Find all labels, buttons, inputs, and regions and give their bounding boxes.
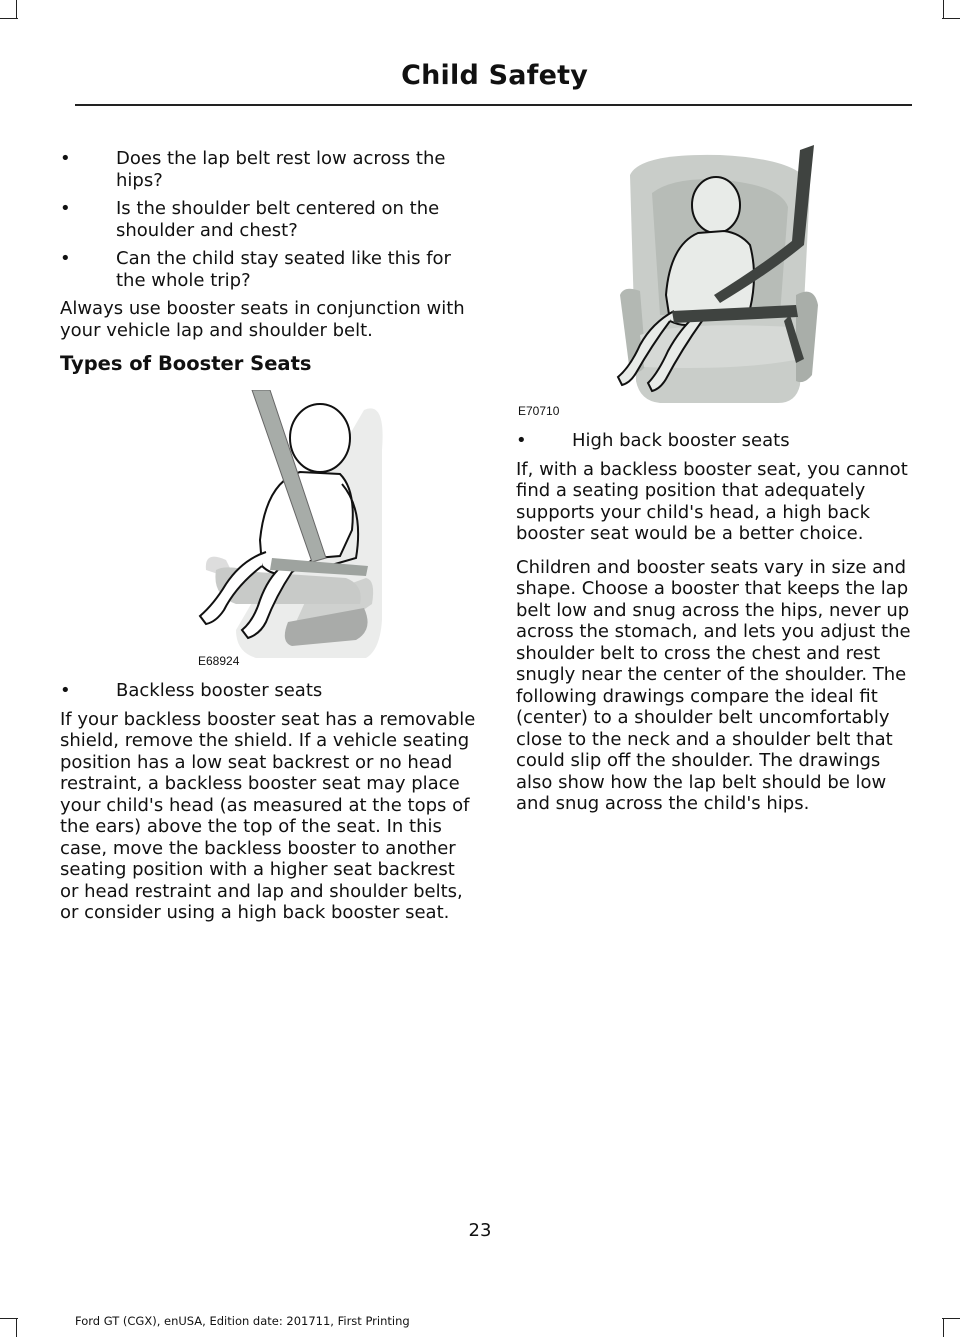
bullet-glyph: • [516, 430, 527, 451]
list-item-text: Backless booster seats [116, 680, 323, 701]
highback-booster-illustration [600, 145, 832, 407]
figure-backless-booster [196, 390, 486, 670]
footer-text: Ford GT (CGX), enUSA, Edition date: 201711, First Printing [75, 1314, 410, 1328]
paragraph-highback: If, with a backless booster seat, you cannot find a seating position that adequately supports your child's head, a high back booster seat would be a better choice. [516, 458, 908, 544]
list-item [60, 198, 478, 241]
list-item-text: High back booster seats [572, 430, 790, 451]
figure-code: E70710 [518, 404, 560, 418]
crop-mark [0, 1318, 18, 1319]
header-divider [75, 104, 912, 106]
bullet-glyph: • [60, 198, 71, 219]
list-item [516, 430, 912, 452]
paragraph-children: Children and booster seats vary in size and shape. Choose a booster that keeps the lap belt low and snug across the hips, never up across the stomach, and lets you adjust the shoulder belt to cross the chest and rest snugly near the center of the shoulder. The following drawings compare the ideal fit (center) to a shoulder belt uncomfortably close to the neck and a shoulder belt that could slip off the shoulder. The drawings also show how the lap belt should be low and snug across the child's hips. [516, 556, 911, 814]
crop-mark [942, 1318, 960, 1319]
list-item-text: Is the shoulder belt centered on the shoulder and chest? [116, 198, 440, 241]
left-column-lower [60, 680, 478, 936]
bullet-glyph: • [60, 148, 71, 169]
crop-mark [16, 0, 17, 18]
section-heading: Types of Booster Seats [60, 352, 312, 375]
list-item-text: Does the lap belt rest low across the hips? [116, 148, 446, 191]
crop-mark [943, 1319, 944, 1337]
paragraph-always-use: Always use booster seats in conjunction with your vehicle lap and shoulder belt. [60, 298, 465, 341]
paragraph-backless: If your backless booster seat has a removable shield, remove the shield. If a vehicle seating position has a low seat backrest or no head restraint, a backless booster seat may place your child's head (as measured at the tops of the ears) above the top of the seat. In this case, move the backless booster to another seating position with a higher seat backrest or head restraint and lap and shoulder belts, or consider using a high back booster seat. [60, 708, 476, 923]
list-item [60, 148, 478, 191]
backless-booster-illustration [196, 390, 486, 670]
bullet-glyph: • [60, 248, 71, 269]
figure-code: E68924 [198, 654, 240, 668]
right-column [516, 430, 912, 827]
crop-mark [943, 0, 944, 18]
list-item-text: Can the child stay seated like this for the whole trip? [116, 248, 451, 291]
page-title: Child Safety [401, 60, 588, 91]
page-number: 23 [468, 1220, 492, 1241]
list-item [60, 680, 478, 702]
bullet-glyph: • [60, 680, 71, 701]
figure-highback-booster [600, 145, 832, 407]
crop-mark [0, 18, 18, 19]
left-column [60, 148, 478, 375]
crop-mark [16, 1319, 17, 1337]
crop-mark [942, 18, 960, 19]
list-item [60, 248, 478, 291]
